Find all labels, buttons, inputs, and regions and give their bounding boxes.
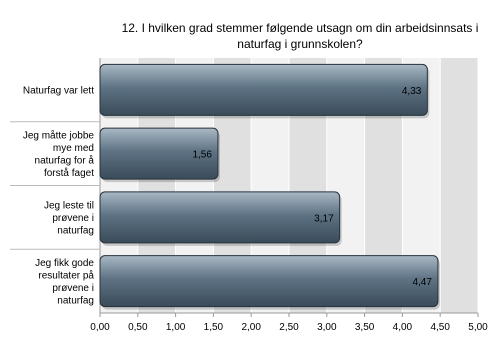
x-tick-label: 4,00 <box>392 322 413 333</box>
x-tick-label: 5,00 <box>468 322 488 333</box>
x-tick-label: 0,00 <box>90 322 110 333</box>
bar-value-label: 1,56 <box>192 149 212 161</box>
category-labels <box>10 85 100 306</box>
category-label-line: forstå faget <box>43 167 94 179</box>
category-label-line: naturfag <box>57 225 94 237</box>
category-label-line: naturfag for å <box>34 155 94 167</box>
category-label-line: naturfag <box>57 295 94 307</box>
category-label-line: mye med <box>52 142 94 154</box>
bar-value-label: 4,33 <box>401 85 422 97</box>
chart-title: 12. I hvilken grad stemmer følgende utsagn om din arbeidsinnsats i naturfag i grunnskolen? <box>121 21 479 51</box>
category-label-line: prøvene i <box>52 212 94 224</box>
x-tick-label: 4,50 <box>430 322 450 333</box>
category-label <box>35 258 94 307</box>
category-label-line: Jeg fikk gode <box>35 257 94 269</box>
x-tick-label: 0,50 <box>128 322 148 333</box>
x-tick-label: 2,00 <box>241 322 261 333</box>
x-tick-label: 3,50 <box>354 322 375 333</box>
category-label-line: Naturfag var lett <box>22 85 94 97</box>
x-tick-labels <box>90 313 488 333</box>
category-label <box>23 85 94 96</box>
bar-value-label: 3,17 <box>314 213 334 225</box>
grid-band <box>440 58 478 313</box>
category-label <box>23 129 95 179</box>
bar <box>100 256 438 307</box>
x-tick-label: 2,50 <box>279 322 299 333</box>
category-label-line: prøvene i <box>52 282 94 294</box>
category-label-line: Jeg måtte jobbe <box>22 130 94 142</box>
category-label-line: resultater på <box>38 270 94 282</box>
bar-value-label: 4,47 <box>412 277 432 289</box>
bar <box>100 64 427 115</box>
category-label-line: Jeg leste til <box>43 200 94 212</box>
bar <box>100 192 340 243</box>
x-tick-label: 3,00 <box>317 322 337 333</box>
x-tick-label: 1,50 <box>203 322 224 333</box>
x-tick-label: 1,00 <box>165 322 186 333</box>
category-label <box>44 200 94 236</box>
